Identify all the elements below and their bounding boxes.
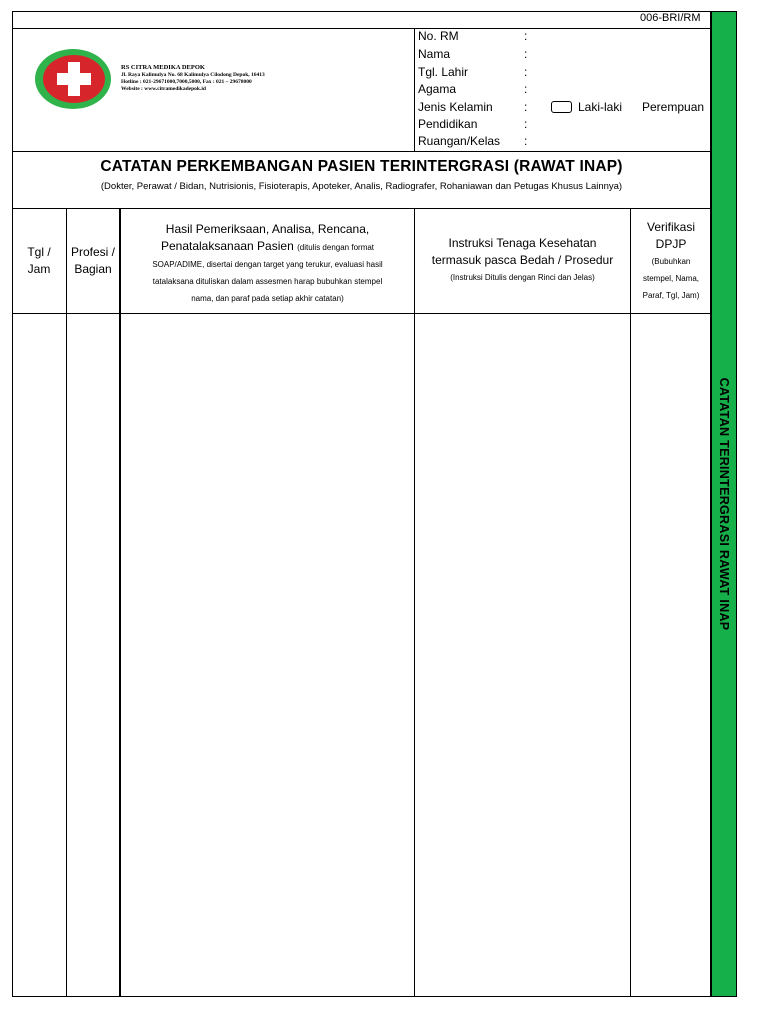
- form-code: 006-BRI/RM: [640, 12, 701, 24]
- gender-option-male[interactable]: Laki-laki: [578, 100, 623, 114]
- side-label-strip: [711, 11, 737, 997]
- gender-checkbox[interactable]: [551, 101, 572, 113]
- hospital-logo-icon: [34, 48, 112, 110]
- field-label-tgl-lahir: Tgl. Lahir: [418, 65, 469, 79]
- page-subtitle: (Dokter, Perawat / Bidan, Nutrisionis, Fisioterapis, Apoteker, Analis, Radiografer, Rohaniawan dan Petugas Khusus Lainnya): [100, 181, 623, 192]
- field-label-pendidikan: Pendidikan: [418, 117, 478, 131]
- entry-cell-hasil[interactable]: [121, 314, 414, 996]
- column-header-profesi: Profesi / Bagian: [70, 245, 115, 276]
- column-header-hasil: Hasil Pemeriksaan, Analisa, Rencana, Penatalaksanaan Pasien (ditulis dengan format SOAP/ADIME, disertai dengan target yang terukur, evaluasi hasil tatalaksana dituliskan dalam assesmen harap bubuhkan stempel nama, dan paraf pada setiap akhir catatan): [152, 222, 383, 303]
- entry-cell-verifikasi[interactable]: [631, 314, 710, 996]
- hospital-website: Website : www.citramedikadepok.id: [121, 86, 206, 92]
- field-label-agama: Agama: [418, 82, 457, 96]
- field-colon: :: [524, 134, 528, 148]
- page-title: CATATAN PERKEMBANGAN PASIEN TERINTERGRASI (RAWAT INAP): [100, 158, 623, 175]
- divider: [12, 28, 711, 29]
- field-colon: :: [524, 117, 528, 131]
- field-colon: :: [524, 29, 528, 43]
- entry-cell-profesi[interactable]: [67, 314, 119, 996]
- field-colon: :: [524, 82, 528, 96]
- field-colon: :: [524, 65, 528, 79]
- field-colon: :: [524, 47, 528, 61]
- column-header-instruksi: Instruksi Tenaga Kesehatan termasuk pasca Bedah / Prosedur (Instruksi Ditulis dengan Rinci dan Jelas): [431, 236, 614, 282]
- divider: [12, 151, 711, 152]
- entry-cell-tgl-jam[interactable]: [13, 314, 66, 996]
- field-label-no-rm: No. RM: [418, 29, 459, 43]
- gender-option-female[interactable]: Perempuan: [642, 100, 705, 114]
- table-border: [12, 208, 711, 209]
- entry-cell-instruksi[interactable]: [415, 314, 630, 996]
- field-label-jenis-kelamin: Jenis Kelamin: [418, 100, 493, 114]
- hospital-address: Jl. Raya Kalimulya No. 68 Kalimulya Cilodong Depok, 16413: [121, 72, 265, 78]
- field-label-nama: Nama: [418, 47, 451, 61]
- hospital-hotline: Hotline : 021-29671000,7000,5000, Fax : 021 – 29678000: [121, 79, 252, 85]
- divider: [414, 28, 415, 152]
- column-header-verifikasi: Verifikasi DPJP (Bubuhkan stempel, Nama, Paraf, Tgl, Jam): [642, 220, 700, 300]
- side-label: CATATAN TERINTERGRASI RAWAT INAP: [717, 377, 731, 631]
- column-header-tgl-jam: Tgl / Jam: [27, 245, 51, 276]
- hospital-name: RS CITRA MEDIKA DEPOK: [121, 64, 205, 71]
- field-label-ruangan-kelas: Ruangan/Kelas: [418, 134, 501, 148]
- field-colon: :: [524, 100, 528, 114]
